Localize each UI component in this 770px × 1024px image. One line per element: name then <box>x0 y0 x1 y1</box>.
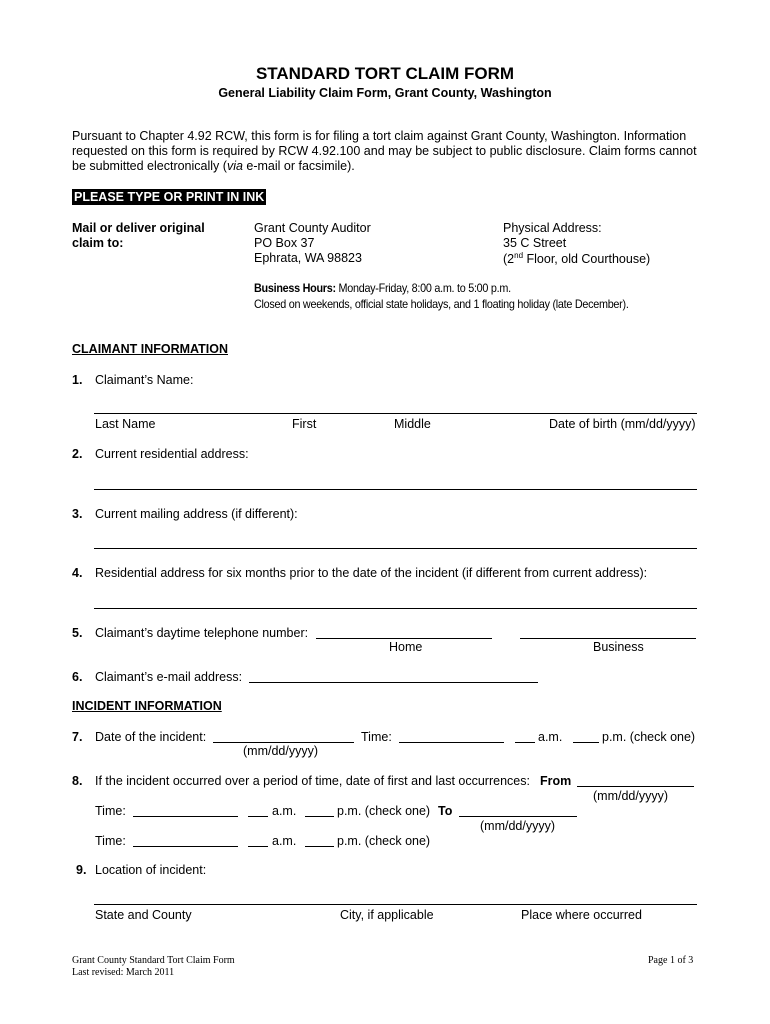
to-label: To <box>438 804 453 818</box>
q9-number: 9. <box>76 863 87 877</box>
incident-heading: INCIDENT INFORMATION <box>72 699 222 713</box>
floor-num: (2 <box>503 252 515 267</box>
intro-paragraph <box>72 129 702 174</box>
from-date-line[interactable] <box>577 786 694 787</box>
q8-number: 8. <box>72 774 83 788</box>
q3-label: Current mailing address (if different): <box>95 507 298 521</box>
from-pm-check[interactable] <box>305 816 334 817</box>
q5-label: Claimant’s daytime telephone number: <box>95 626 309 640</box>
mail-label-2: claim to: <box>72 236 124 250</box>
business-hours <box>254 281 511 295</box>
q7-label: Date of the incident: <box>95 730 207 744</box>
claimant-heading: CLAIMANT INFORMATION <box>72 342 228 356</box>
physical-street: 35 C Street <box>503 236 567 250</box>
floor-rest: Floor, old Courthouse) <box>523 252 651 267</box>
mailing-address-line[interactable] <box>94 548 697 549</box>
q7-number: 7. <box>72 730 83 744</box>
from-date-format: (mm/dd/yyyy) <box>593 789 668 803</box>
incident-am-check[interactable] <box>515 742 535 743</box>
to-am-check[interactable] <box>248 846 268 847</box>
business-phone-line[interactable] <box>520 638 696 639</box>
q7-pm-label: p.m. (check one) <box>602 730 696 744</box>
q6-number: 6. <box>72 670 83 684</box>
to-date-format: (mm/dd/yyyy) <box>480 819 555 833</box>
dob-label: Date of birth (mm/dd/yyyy) <box>549 417 696 431</box>
footer-form-name: Grant County Standard Tort Claim Form <box>72 955 235 966</box>
q4-label: Residential address for six months prior to the date of the incident (if different from current address): <box>95 566 648 580</box>
q3-number: 3. <box>72 507 83 521</box>
q7-am-label: a.m. <box>538 730 563 744</box>
home-phone-line[interactable] <box>316 638 492 639</box>
q8-time1-label: Time: <box>95 804 126 818</box>
q7-date-format: (mm/dd/yyyy) <box>243 744 318 758</box>
q4-number: 4. <box>72 566 83 580</box>
location-line[interactable] <box>94 904 697 905</box>
intro-text-1: Pursuant to Chapter 4.92 RCW, this form is for filing a tort claim against Grant County, Washington. Information requested on this form is required by RCW 4.92.100 and may be subject to public disclosure. Claim forms cannot be submitted electronically ( <box>72 129 697 173</box>
intro-text-2: e-mail or facsimile). <box>242 159 355 173</box>
to-time-line[interactable] <box>133 846 238 847</box>
home-label: Home <box>389 640 423 654</box>
incident-time-line[interactable] <box>399 742 504 743</box>
q9-label: Location of incident: <box>95 863 207 877</box>
q1-label: Claimant’s Name: <box>95 373 194 387</box>
auditor-name: Grant County Auditor <box>254 221 371 235</box>
from-am-check[interactable] <box>248 816 268 817</box>
q1-number: 1. <box>72 373 83 387</box>
residential-address-line[interactable] <box>94 489 697 490</box>
footer-page-number: Page 1 of 3 <box>648 955 694 966</box>
closed-notice: Closed on weekends, official state holidays, and 1 floating holiday (late December). <box>254 297 629 311</box>
floor-sup: nd <box>514 251 524 260</box>
middle-name-label: Middle <box>394 417 431 431</box>
q8-pm1-label: p.m. (check one) <box>337 804 431 818</box>
last-name-label: Last Name <box>95 417 156 431</box>
auditor-pobox: PO Box 37 <box>254 236 315 250</box>
incident-pm-check[interactable] <box>573 742 599 743</box>
first-name-label: First <box>292 417 317 431</box>
claimant-name-line[interactable] <box>94 413 697 414</box>
prior-address-line[interactable] <box>94 608 697 609</box>
footer-revised: Last revised: March 2011 <box>72 967 175 978</box>
from-label: From <box>540 774 572 788</box>
hours-label: Business Hours: <box>254 281 336 295</box>
incident-date-line[interactable] <box>213 742 354 743</box>
q2-label: Current residential address: <box>95 447 249 461</box>
place-label: Place where occurred <box>521 908 642 922</box>
to-date-line[interactable] <box>459 816 577 817</box>
page-subtitle: General Liability Claim Form, Grant County, Washington <box>218 86 552 100</box>
q8-label: If the incident occurred over a period of time, date of first and last occurrences: <box>95 774 530 788</box>
city-label: City, if applicable <box>340 908 434 922</box>
business-label: Business <box>593 640 644 654</box>
email-line[interactable] <box>249 682 538 683</box>
mail-label-1: Mail or deliver original <box>72 221 205 235</box>
q8-am2-label: a.m. <box>272 834 297 848</box>
state-county-label: State and County <box>95 908 192 922</box>
q8-time2-label: Time: <box>95 834 126 848</box>
print-in-ink-banner: PLEASE TYPE OR PRINT IN INK <box>74 190 265 204</box>
q7-time-label: Time: <box>361 730 392 744</box>
to-pm-check[interactable] <box>305 846 334 847</box>
physical-address-label: Physical Address: <box>503 221 602 235</box>
intro-via: via <box>226 159 243 173</box>
auditor-city: Ephrata, WA 98823 <box>254 251 362 265</box>
q2-number: 2. <box>72 447 83 461</box>
page-title: STANDARD TORT CLAIM FORM <box>255 64 515 83</box>
q5-number: 5. <box>72 626 83 640</box>
q6-label: Claimant’s e-mail address: <box>95 670 243 684</box>
physical-floor <box>503 251 650 266</box>
q8-am1-label: a.m. <box>272 804 297 818</box>
from-time-line[interactable] <box>133 816 238 817</box>
hours-text: Monday-Friday, 8:00 a.m. to 5:00 p.m. <box>335 281 511 295</box>
q8-pm2-label: p.m. (check one) <box>337 834 431 848</box>
